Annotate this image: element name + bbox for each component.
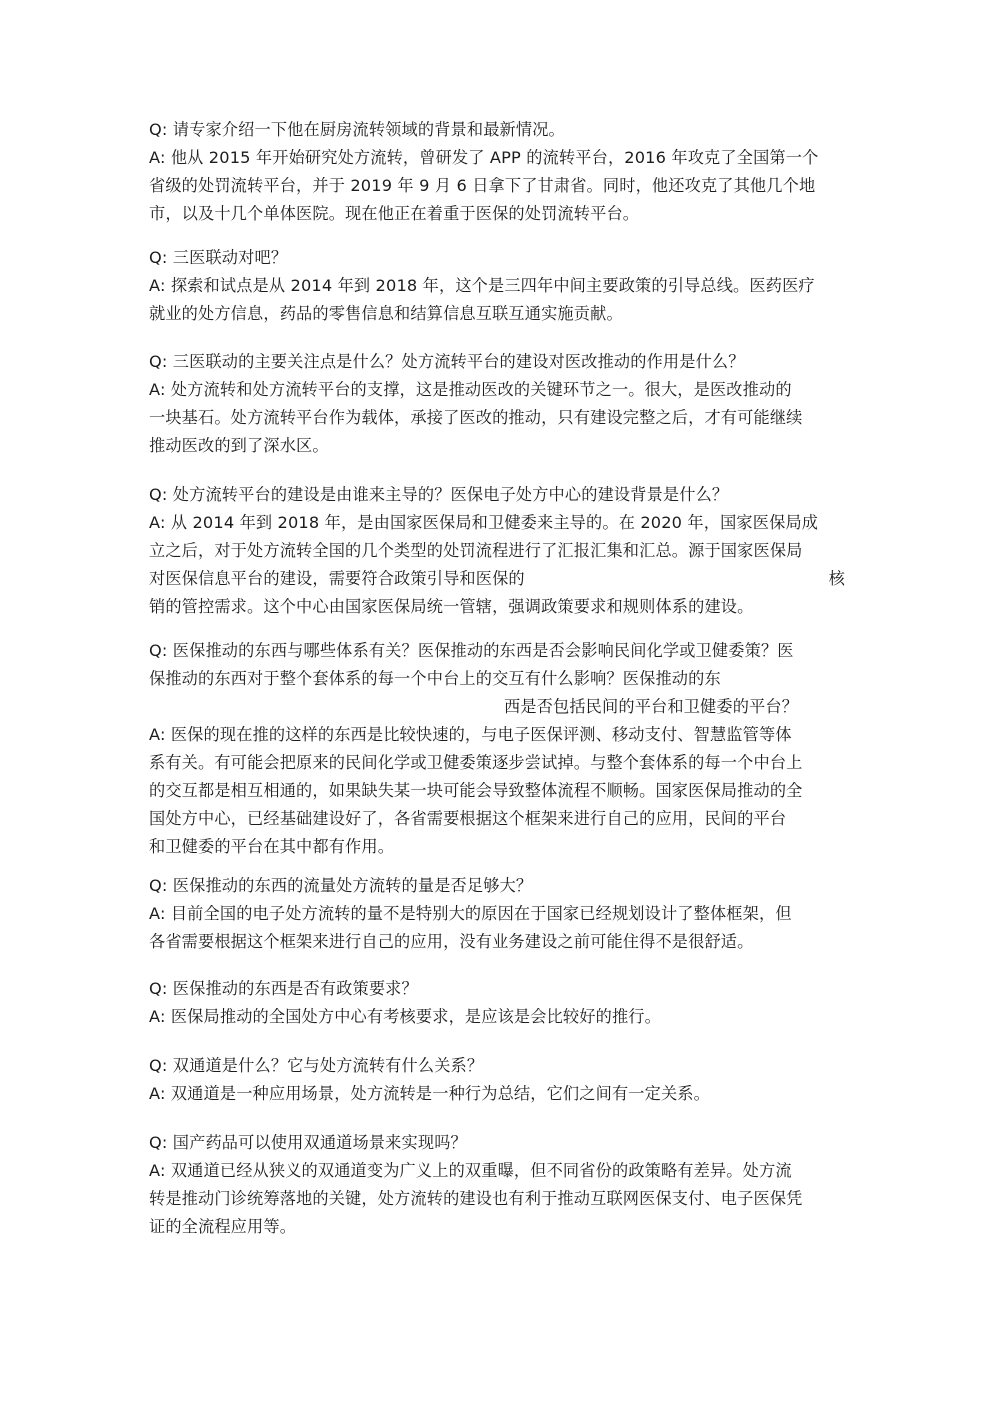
- qa-block: [149, 1129, 849, 1241]
- answer-line: 各省需要根据这个框架来进行自己的应用，没有业务建设之前可能住得不是很舒适。: [149, 932, 754, 951]
- answer-line: 一块基石。处方流转平台作为载体，承接了医改的推动，只有建设完整之后，才有可能继续: [149, 408, 803, 427]
- question-line: 西是否包括民间的平台和卫健委的平台？: [504, 697, 799, 716]
- qa-block: [149, 637, 849, 861]
- qa-block: [149, 481, 849, 621]
- answer-line: A: 他从 2015 年开始研究处方流转，曾研发了 APP 的流转平台，2016 年攻克了全国第一个: [149, 148, 819, 167]
- answer-line-with-gap: [149, 565, 845, 593]
- answer-line: 就业的处方信息，药品的零售信息和结算信息互联互通实施贡献。: [149, 304, 623, 323]
- answer-line: 销的管控需求。这个中心由国家医保局统一管辖，强调政策要求和规则体系的建设。: [149, 597, 754, 616]
- question-line: Q: 双通道是什么？它与处方流转有什么关系？: [149, 1056, 484, 1075]
- answer-line: 国处方中心，已经基础建设好了，各省需要根据这个框架来进行自己的应用，民间的平台: [149, 809, 787, 828]
- qa-block: [149, 872, 849, 956]
- answer-line: A: 医保的现在推的这样的东西是比较快速的，与电子医保评测、移动支付、智慧监管等体: [149, 725, 792, 744]
- answer-line: 市，以及十几个单体医院。现在他正在着重于医保的处罚流转平台。: [149, 204, 640, 223]
- question-line: Q: 医保推动的东西是否有政策要求？: [149, 979, 418, 998]
- answer-line: 证的全流程应用等。: [149, 1217, 297, 1236]
- answer-line: 立之后，对于处方流转全国的几个类型的处罚流程进行了汇报汇集和汇总。源于国家医保局: [149, 541, 803, 560]
- answer-line: 省级的处罚流转平台，并于 2019 年 9 月 6 日拿下了甘肃省。同时，他还攻克了其他几个地: [149, 176, 816, 195]
- answer-line: A: 目前全国的电子处方流转的量不是特别大的原因在于国家已经规划设计了整体框架，但: [149, 904, 792, 923]
- question-line: Q: 医保推动的东西与哪些体系有关？医保推动的东西是否会影响民间化学或卫健委策？医: [149, 641, 794, 660]
- answer-line: A: 医保局推动的全国处方中心有考核要求，是应该是会比较好的推行。: [149, 1007, 661, 1026]
- question-line: Q: 三医联动的主要关注点是什么？处方流转平台的建设对医改推动的作用是什么？: [149, 352, 745, 371]
- question-line: 保推动的东西对于整个套体系的每一个中台上的交互有什么影响？医保推动的东: [149, 669, 721, 688]
- answer-line: A: 双通道是一种应用场景，处方流转是一种行为总结，它们之间有一定关系。: [149, 1084, 710, 1103]
- answer-line-text: 对医保信息平台的建设，需要符合政策引导和医保的: [149, 569, 525, 588]
- answer-line: 和卫健委的平台在其中都有作用。: [149, 837, 395, 856]
- answer-line-tail-char: 核: [828, 569, 845, 588]
- answer-line: A: 处方流转和处方流转平台的支撑，这是推动医改的关键环节之一。很大，是医改推动的: [149, 380, 792, 399]
- question-line: Q: 国产药品可以使用双通道场景来实现吗？: [149, 1133, 467, 1152]
- answer-line: 的交互都是相互相通的，如果缺失某一块可能会导致整体流程不顺畅。国家医保局推动的全: [149, 781, 803, 800]
- qa-block: [149, 348, 849, 460]
- answer-line: A: 从 2014 年到 2018 年，是由国家医保局和卫健委来主导的。在 2020 年，国家医保局成: [149, 513, 819, 532]
- answer-line: 系有关。有可能会把原来的民间化学或卫健委策逐步尝试掉。与整个套体系的每一个中台上: [149, 753, 803, 772]
- answer-line: 推动医改的到了深水区。: [149, 436, 329, 455]
- question-line: Q: 处方流转平台的建设是由谁来主导的？医保电子处方中心的建设背景是什么？: [149, 485, 729, 504]
- qa-block: [149, 1052, 849, 1108]
- answer-line: 转是推动门诊统筹落地的关键，处方流转的建设也有利于推动互联网医保支付、电子医保凭: [149, 1189, 803, 1208]
- answer-line: A: 双通道已经从狭义的双通道变为广义上的双重曝，但不同省份的政策略有差异。处方流: [149, 1161, 792, 1180]
- qa-block: [149, 116, 849, 228]
- question-line: Q: 三医联动对吧？: [149, 248, 288, 267]
- question-line: Q: 请专家介绍一下他在厨房流转领域的背景和最新情况。: [149, 120, 565, 139]
- question-line: Q: 医保推动的东西的流量处方流转的量是否足够大？: [149, 876, 533, 895]
- answer-line: A: 探索和试点是从 2014 年到 2018 年，这个是三四年中间主要政策的引导总线。医药医疗: [149, 276, 815, 295]
- qa-block: [149, 244, 849, 328]
- qa-block: [149, 975, 849, 1031]
